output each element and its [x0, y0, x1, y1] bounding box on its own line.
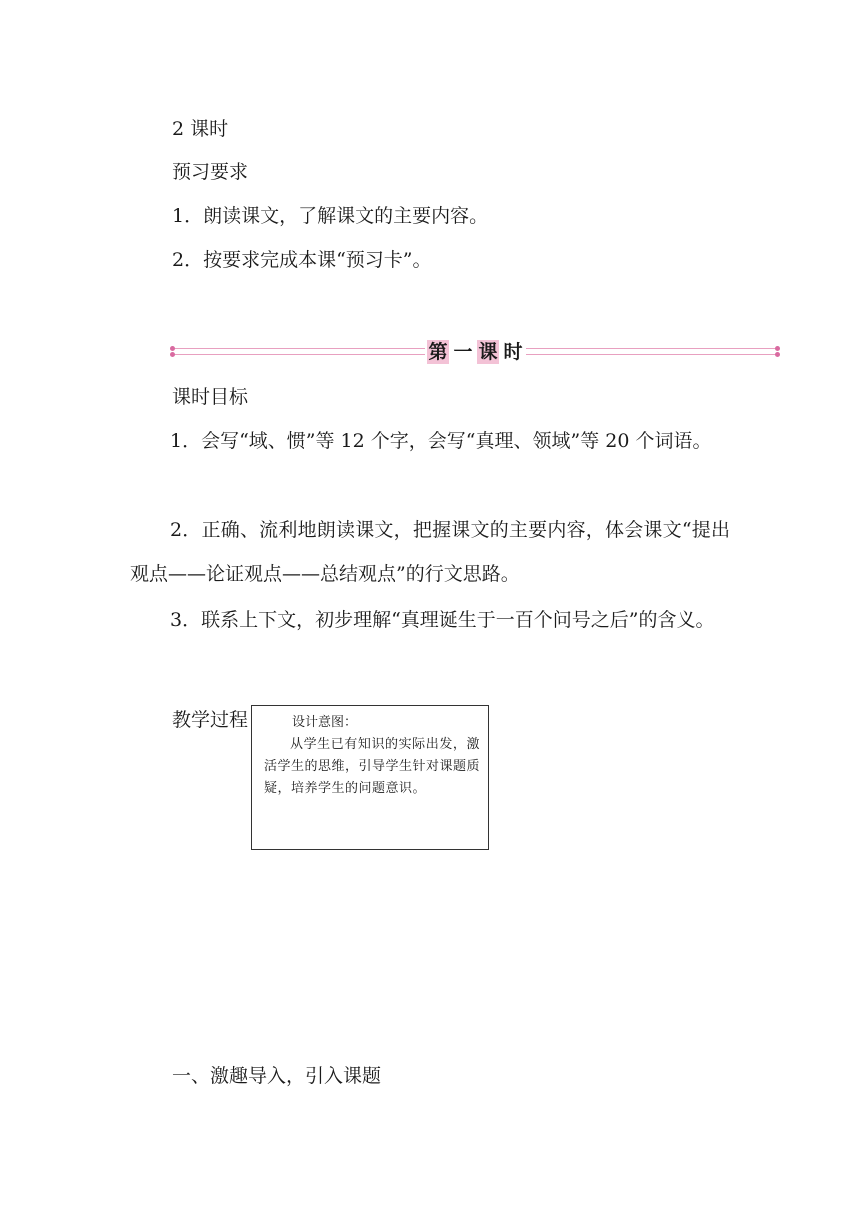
section-title-char: 第	[428, 341, 448, 363]
design-intent-body: 从学生已有知识的实际出发，激活学生的思维，引导学生针对课题质疑，培养学生的问题意识。	[264, 737, 481, 796]
preview-item-2: 2．按要求完成本课“预习卡”。	[172, 249, 432, 271]
design-intent-title: 设计意图：	[292, 715, 358, 730]
preview-item-1: 1．朗读课文，了解课文的主要内容。	[172, 205, 489, 227]
design-intent-box	[251, 705, 489, 850]
section-title	[425, 340, 526, 364]
objective-item-3: 3．联系上下文，初步理解“真理诞生于一百个问号之后”的含义。	[170, 609, 715, 631]
preview-heading: 预习要求	[172, 161, 249, 183]
objective-item-1: 1．会写“域、惯”等 12 个字，会写“真理、领域”等 20 个词语。	[170, 430, 712, 452]
section-title-char: 一	[453, 341, 473, 363]
dot-icon	[170, 352, 175, 357]
dot-icon	[170, 346, 175, 351]
objectives-heading: 课时目标	[172, 386, 249, 408]
section-title-char: 时	[503, 341, 523, 363]
dot-icon	[775, 346, 780, 351]
objective-item-2: 2．正确、流利地朗读课文，把握课文的主要内容，体会课文“提出观点——论证观点——总结观点”的行文思路。	[130, 519, 730, 585]
section-title-char: 课	[478, 341, 498, 363]
class-hours: 2 课时	[172, 118, 229, 140]
step-1-heading: 一、激趣导入，引入课题	[172, 1065, 382, 1087]
process-heading: 教学过程	[172, 709, 249, 731]
dot-icon	[775, 352, 780, 357]
section-header-first-lesson	[172, 340, 778, 364]
